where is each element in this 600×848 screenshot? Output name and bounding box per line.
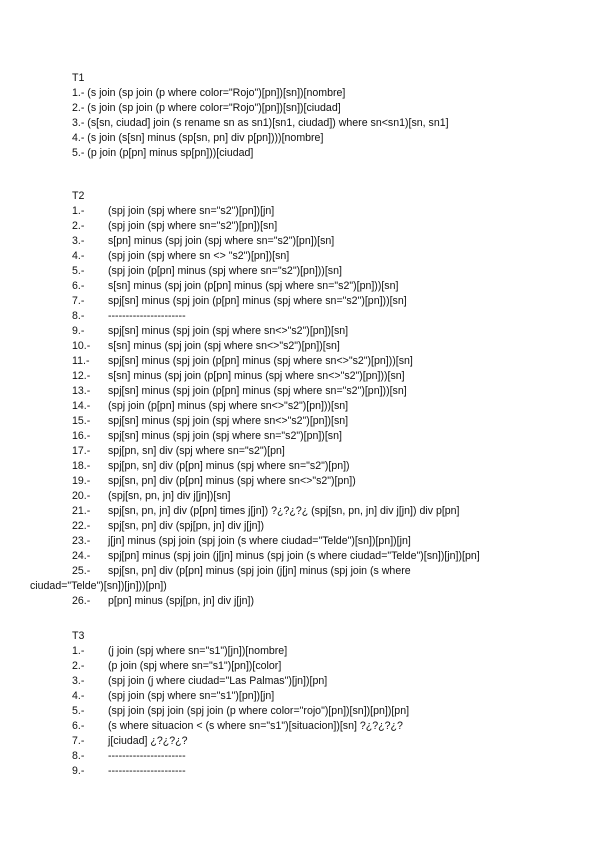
t3-item-9	[72, 764, 186, 778]
item-number: 9.-	[72, 765, 85, 777]
t2-item-23	[72, 534, 411, 548]
item-text: spj[sn] minus (spj join (p[pn] minus (spj where sn<>"s2")[pn]))[sn]	[108, 355, 413, 367]
t1-line-1: 1.- (s join (sp join (p where color="Rojo")[pn])[sn])[nombre]	[72, 87, 346, 99]
item-text: j[ciudad] ¿?¿?¿?	[108, 735, 188, 747]
t2-item-6	[72, 279, 398, 293]
item-number: 25.-	[72, 565, 91, 577]
item-number: 6.-	[72, 280, 85, 292]
item-text: spj[sn, pn, jn] div (p[pn] times j[jn]) ?¿?¿?¿ (spj[sn, pn, jn] div j[jn]) div p[pn]	[108, 505, 460, 517]
t3-item-6	[72, 719, 403, 733]
item-text: p[pn] minus (spj[pn, jn] div j[jn])	[108, 595, 255, 607]
t1-line-5: 5.- (p join (p[pn] minus sp[pn]))[ciudad]	[72, 147, 254, 159]
t2-item-9	[72, 324, 348, 338]
t2-item-26	[72, 594, 254, 608]
t2-item-5	[72, 264, 342, 278]
item-number: 21.-	[72, 505, 91, 517]
t2-item-10	[72, 339, 340, 353]
item-number: 19.-	[72, 475, 91, 487]
t2-item-7	[72, 294, 407, 308]
item-number: 18.-	[72, 460, 91, 472]
t2-item-20	[72, 489, 230, 503]
item-text: spj[sn] minus (spj join (spj where sn<>"s2")[pn])[sn]	[108, 325, 349, 337]
item-text: (spj join (spj where sn <> "s2")[pn])[sn]	[108, 250, 290, 262]
t2-item-1	[72, 204, 274, 218]
t2-item-25	[72, 564, 411, 578]
item-text: s[sn] minus (spj join (p[pn] minus (spj where sn<>"s2")[pn]))[sn]	[108, 370, 405, 382]
item-number: 8.-	[72, 750, 85, 762]
t2-item-19	[72, 474, 356, 488]
item-number: 8.-	[72, 310, 85, 322]
item-number: 14.-	[72, 400, 91, 412]
item-number: 7.-	[72, 735, 85, 747]
item-number: 24.-	[72, 550, 91, 562]
item-text: spj[pn, sn] div (spj where sn="s2")[pn]	[108, 445, 285, 457]
t2-item-25-continuation: ciudad="Telde")[sn])[jn]))[pn])	[30, 580, 167, 592]
item-text: spj[pn] minus (spj join (j[jn] minus (spj join (s where ciudad="Telde")[sn])[jn])[pn]	[108, 550, 480, 562]
item-number: 16.-	[72, 430, 91, 442]
item-number: 1.-	[72, 645, 85, 657]
item-number: 22.-	[72, 520, 91, 532]
item-text: (spj join (spj where sn="s2")[pn])[sn]	[108, 220, 278, 232]
t2-item-3	[72, 234, 334, 248]
item-text: ----------------------	[108, 750, 186, 762]
t2-item-13	[72, 384, 407, 398]
item-text: spj[sn] minus (spj join (p[pn] minus (spj where sn="s2")[pn]))[sn]	[108, 385, 407, 397]
item-text: (spj join (spj where sn="s1")[pn])[jn]	[108, 690, 275, 702]
t2-item-11	[72, 354, 413, 368]
item-text: spj[sn, pn] div (spj[pn, jn] div j[jn])	[108, 520, 265, 532]
item-number: 7.-	[72, 295, 85, 307]
section-title-t2: T2	[72, 190, 85, 202]
t1-line-3: 3.- (s[sn, ciudad] join (s rename sn as sn1)[sn1, ciudad]) where sn<sn1)[sn, sn1]	[72, 117, 449, 129]
item-number: 11.-	[72, 355, 90, 367]
t2-item-12	[72, 369, 405, 383]
item-text: (spj join (j where ciudad="Las Palmas")[jn])[pn]	[108, 675, 328, 687]
item-text: (spj join (spj join (spj join (p where color="rojo")[pn])[sn])[pn])[pn]	[108, 705, 410, 717]
t3-item-1	[72, 644, 287, 658]
item-text: (spj join (p[pn] minus (spj where sn<>"s2")[pn]))[sn]	[108, 400, 349, 412]
item-text: (spj[sn, pn, jn] div j[jn])[sn]	[108, 490, 231, 502]
item-text: j[jn] minus (spj join (spj join (s where ciudad="Telde")[sn])[pn])[jn]	[108, 535, 411, 547]
item-number: 15.-	[72, 415, 91, 427]
item-number: 4.-	[72, 690, 85, 702]
item-text: s[sn] minus (spj join (spj where sn<>"s2")[pn])[sn]	[108, 340, 340, 352]
item-text: spj[sn, pn] div (p[pn] minus (spj where sn<>"s2")[pn])	[108, 475, 356, 487]
item-text: (spj join (p[pn] minus (spj where sn="s2")[pn]))[sn]	[108, 265, 342, 277]
item-number: 12.-	[72, 370, 91, 382]
item-number: 9.-	[72, 325, 85, 337]
t3-item-5	[72, 704, 409, 718]
item-text: s[pn] minus (spj join (spj where sn="s2")[pn])[sn]	[108, 235, 335, 247]
t2-item-2	[72, 219, 277, 233]
t3-item-2	[72, 659, 281, 673]
item-number: 3.-	[72, 235, 85, 247]
t3-item-3	[72, 674, 327, 688]
item-number: 13.-	[72, 385, 91, 397]
t2-item-14	[72, 399, 348, 413]
section-title-t1: T1	[72, 72, 85, 84]
item-text: (s where situacion < (s where sn="s1")[situacion])[sn] ?¿?¿?¿?	[108, 720, 403, 732]
item-number: 4.-	[72, 250, 85, 262]
item-text: ----------------------	[108, 310, 186, 322]
item-number: 1.-	[72, 205, 85, 217]
t1-line-2: 2.- (s join (sp join (p where color="Rojo")[pn])[sn])[ciudad]	[72, 102, 341, 114]
item-text: (spj join (spj where sn="s2")[pn])[jn]	[108, 205, 275, 217]
t3-item-4	[72, 689, 274, 703]
t2-item-22	[72, 519, 264, 533]
item-text: s[sn] minus (spj join (p[pn] minus (spj where sn="s2")[pn]))[sn]	[108, 280, 399, 292]
item-text: ----------------------	[108, 765, 186, 777]
t2-item-21	[72, 504, 460, 518]
item-text: spj[sn] minus (spj join (spj where sn="s2")[pn])[sn]	[108, 430, 342, 442]
item-text: (j join (spj where sn="s1")[jn])[nombre]	[108, 645, 288, 657]
item-number: 23.-	[72, 535, 91, 547]
t2-item-15	[72, 414, 348, 428]
item-number: 20.-	[72, 490, 91, 502]
t3-item-8	[72, 749, 186, 763]
item-number: 2.-	[72, 660, 85, 672]
item-text: spj[sn] minus (spj join (spj where sn<>"s2")[pn])[sn]	[108, 415, 349, 427]
item-number: 6.-	[72, 720, 85, 732]
item-number: 5.-	[72, 265, 85, 277]
t2-item-18	[72, 459, 350, 473]
t2-item-16	[72, 429, 342, 443]
item-number: 2.-	[72, 220, 85, 232]
section-title-t3: T3	[72, 630, 85, 642]
t2-item-17	[72, 444, 285, 458]
item-text: (p join (spj where sn="s1")[pn])[color]	[108, 660, 282, 672]
t2-item-8	[72, 309, 186, 323]
item-text: spj[sn, pn] div (p[pn] minus (spj join (j[jn] minus (spj join (s where	[108, 565, 411, 577]
t3-item-7	[72, 734, 188, 748]
t2-item-4	[72, 249, 289, 263]
item-text: spj[pn, sn] div (p[pn] minus (spj where sn="s2")[pn])	[108, 460, 350, 472]
t1-line-4: 4.- (s join (s[sn] minus (sp[sn, pn] div p[pn])))[nombre]	[72, 132, 324, 144]
item-text: spj[sn] minus (spj join (p[pn] minus (spj where sn="s2")[pn]))[sn]	[108, 295, 407, 307]
item-number: 10.-	[72, 340, 91, 352]
item-number: 3.-	[72, 675, 85, 687]
item-number: 17.-	[72, 445, 91, 457]
t2-item-24	[72, 549, 480, 563]
item-number: 5.-	[72, 705, 85, 717]
item-number: 26.-	[72, 595, 91, 607]
